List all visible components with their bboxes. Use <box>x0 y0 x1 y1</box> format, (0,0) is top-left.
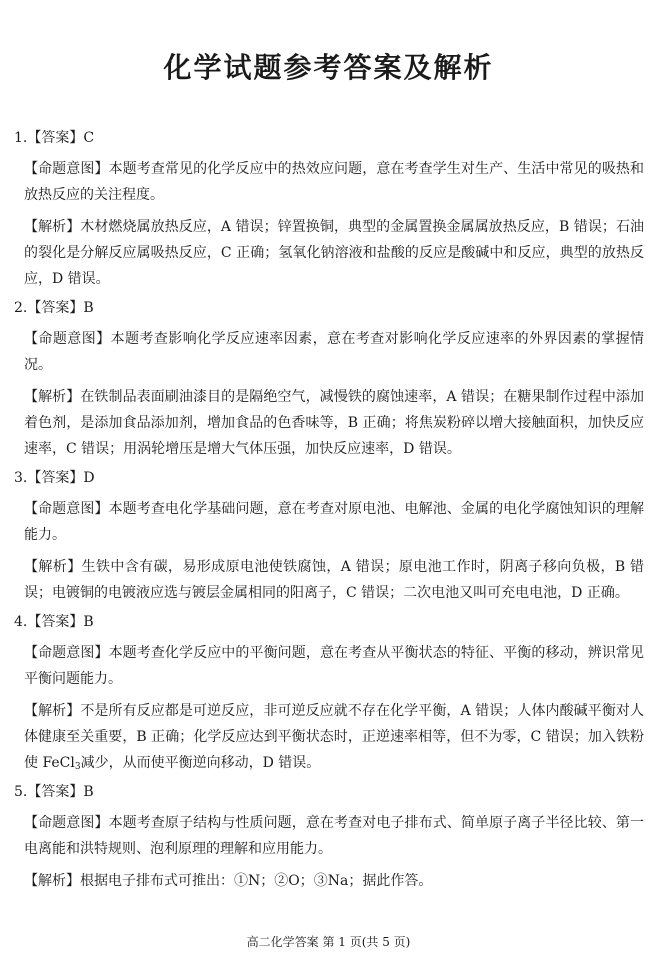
answer-value: D <box>83 470 95 486</box>
page-title: 化学试题参考答案及解析 <box>163 51 494 84</box>
answer-value: B <box>83 300 94 316</box>
answer-tag: 【答案】 <box>27 614 84 630</box>
analysis-text-end: 减少，从而使平衡逆向移动，D 错误。 <box>80 755 321 771</box>
intent-text: 本题考查化学反应中的平衡问题，意在考查从平衡状态的特征、平衡的移动，辨识常见平衡问题能力。 <box>24 645 645 687</box>
answer-list <box>14 128 644 900</box>
intent-text: 本题考查影响化学反应速率因素，意在考查对影响化学反应速率的外界因素的掌握情况。 <box>24 331 645 373</box>
analysis-text: 生铁中含有碳，易形成原电池使铁腐蚀，A 错误；原电池工作时，阴离子移向负极，B 错误；电镀铜的电镀液应选与镀层金属相同的阳离子，C 错误；二次电池又叫可充电电池，D 正确。 <box>24 559 645 601</box>
intent-text: 本题考查常见的化学反应中的热效应问题，意在考查学生对生产、生活中常见的吸热和放热反应的关注程度。 <box>24 161 645 203</box>
intent-tag: 【命题意图】 <box>24 815 109 831</box>
question-5 <box>14 782 644 894</box>
analysis-text: 在铁制品表面刷油漆目的是隔绝空气，减慢铁的腐蚀速率，A 错误；在糖果制作过程中添加着色剂，是添加食品添加剂，增加食品的色香味等，B 正确；将焦炭粉碎以增大接触面积，加快反应速率，C 错误；用涡轮增压是增大气体压强，加快反应速率，D 错误。 <box>24 389 645 457</box>
answer-tag: 【答案】 <box>27 470 84 486</box>
question-4 <box>14 612 644 776</box>
answer-tag: 【答案】 <box>27 300 84 316</box>
analysis-paragraph <box>14 698 644 776</box>
analysis-tag: 【解析】 <box>24 389 81 405</box>
intent-text: 本题考查原子结构与性质问题，意在考查对电子排布式、简单原子离子半径比较、第一电离能和洪特规则、泡利原理的理解和应用能力。 <box>24 815 645 857</box>
answer-tag: 【答案】 <box>27 130 84 146</box>
question-number: 3. <box>14 470 28 486</box>
answer-line <box>14 128 644 148</box>
analysis-text-start: 不是所有反应都是可逆反应，非可逆反应就不存在化学平衡，A 错误；人体内酸碱平衡对人体健康至关重要，B 正确；化学反应达到平衡状态时，正逆速率相等，但不为零，C 错误；加入铁粉使 FeCl <box>24 703 645 771</box>
question-number: 2. <box>14 300 28 316</box>
analysis-text: 木材燃烧属放热反应，A 错误；锌置换铜，典型的金属置换金属属放热反应，B 错误；石油的裂化是分解反应属吸热反应，C 正确；氢氧化钠溶液和盐酸的反应是酸碱中和反应，典型的放热反应，D 错误。 <box>24 219 645 287</box>
analysis-paragraph <box>14 384 644 462</box>
answer-line <box>14 782 644 802</box>
analysis-text: 根据电子排布式可推出：①N；②O；③Na；据此作答。 <box>80 873 433 889</box>
intent-paragraph <box>14 810 644 862</box>
intent-paragraph <box>14 326 644 378</box>
intent-paragraph <box>14 496 644 548</box>
analysis-tag: 【解析】 <box>24 559 82 575</box>
analysis-paragraph <box>14 868 644 894</box>
question-number: 1. <box>14 130 28 146</box>
question-number: 5. <box>14 784 28 800</box>
analysis-paragraph <box>14 214 644 292</box>
question-2 <box>14 298 644 462</box>
answer-line <box>14 612 644 632</box>
analysis-paragraph <box>14 554 644 606</box>
intent-tag: 【命题意图】 <box>24 161 109 177</box>
intent-tag: 【命题意图】 <box>24 645 109 661</box>
analysis-tag: 【解析】 <box>24 219 81 235</box>
question-number: 4. <box>14 614 28 630</box>
answer-value: B <box>83 614 94 630</box>
intent-paragraph <box>14 156 644 208</box>
analysis-tag: 【解析】 <box>24 703 81 719</box>
page-footer: 高二化学答案 第 1 页(共 5 页) <box>246 935 411 949</box>
answer-tag: 【答案】 <box>27 784 84 800</box>
intent-text: 本题考查电化学基础问题，意在考查对原电池、电解池、金属的电化学腐蚀知识的理解能力。 <box>24 501 645 543</box>
answer-line <box>14 298 644 318</box>
answer-line <box>14 468 644 488</box>
intent-paragraph <box>14 640 644 692</box>
question-1 <box>14 128 644 292</box>
formula-subscript: 3 <box>74 762 81 772</box>
analysis-tag: 【解析】 <box>24 873 80 889</box>
answer-value: B <box>83 784 94 800</box>
intent-tag: 【命题意图】 <box>24 501 109 517</box>
question-3 <box>14 468 644 606</box>
answer-value: C <box>83 130 95 146</box>
intent-tag: 【命题意图】 <box>24 331 111 347</box>
